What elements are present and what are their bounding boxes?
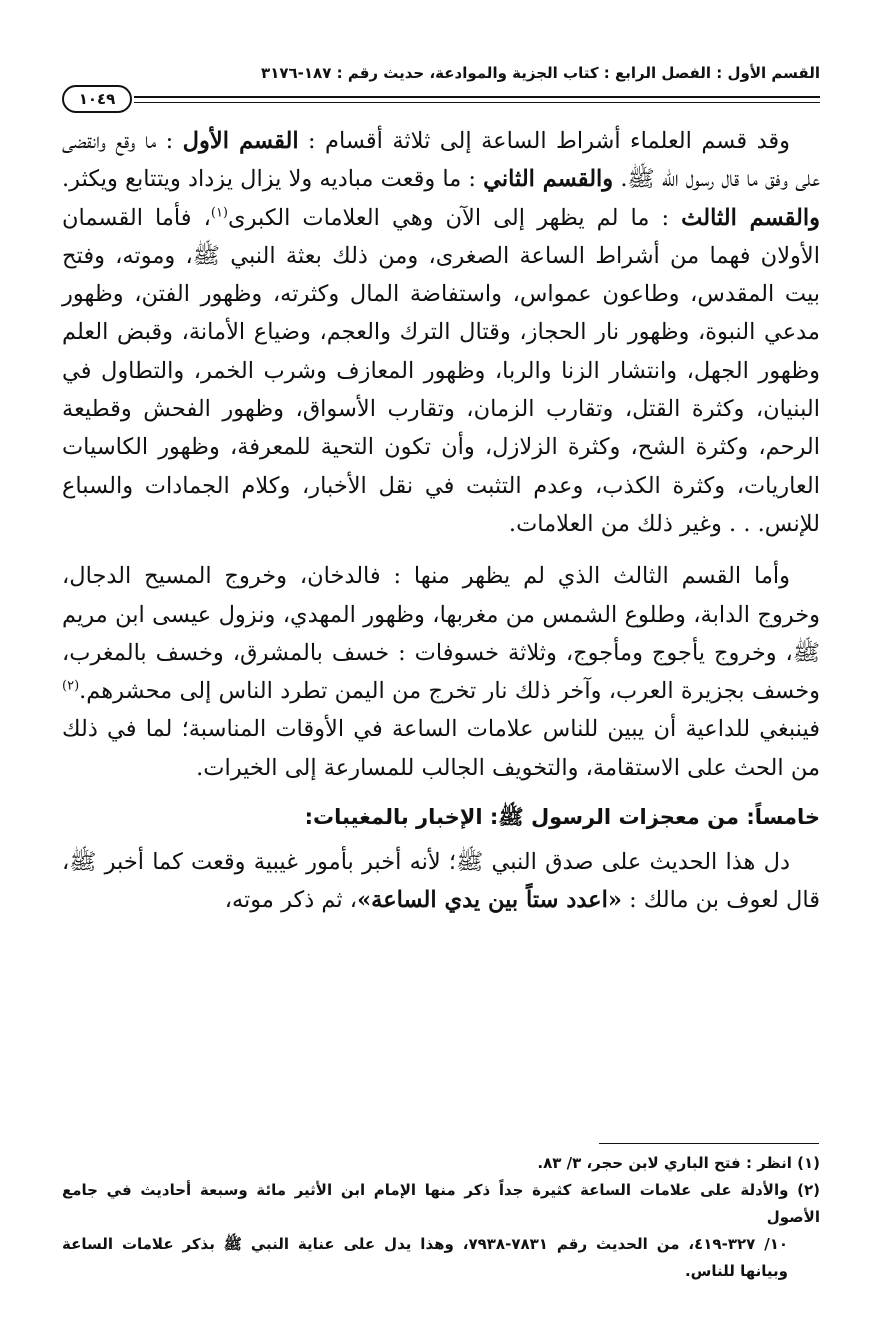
text-span: : ما وقعت مباديه ولا يزال يزداد ويتتابع ويكثر. <box>62 166 484 193</box>
section-heading: خامساً: من معجزات الرسول ﷺ: الإخبار بالمغيبات: <box>304 805 820 830</box>
text-span: ، ثم ذكر موته، <box>224 887 358 914</box>
text-span: ، فأما القسمان الأولان فهما من أشراط الساعة الصغرى، ومن ذلك بعثة النبي ﷺ، وموته، وفتح بيت المقدس، وطاعون عمواس، واستفاضة المال وكثرته، وظهور الفتن، وظهور مدعي النبوة، وظهور نار الحجاز، وقتال الترك والعجم، وضياع الأمانة، وقبض العلم وظهور الجهل، وانتشار الزنا والربا، وظهور المعازف وشرب الخمر، والتطاول في البنيان، وكثرة القتل، وتقارب الزمان، وتقارب الأسواق، وظهور الفحش وقطيعة الرحم، وكثرة الشح، وكثرة الزلازل، وأن تكون التحية للمعرفة، وظهور الكاسيات العاريات، وكثرة الكذب، وعدم التثبت في نقل الأخبار، وكلام الجمادات والسباع للإنس. . . وغير ذلك من العلامات. <box>62 204 820 537</box>
text-span: وقد قسم العلماء أشراط الساعة إلى ثلاثة أقسام : <box>298 128 790 154</box>
footnote-ref-1[interactable]: (١) <box>210 205 228 221</box>
header-rule-thin <box>134 102 820 103</box>
footnote-2-line-1: (٢) والأدلة على علامات الساعة كثيرة جداً ذكر منها الإمام ابن الأثير مائة وسبعة أحاديث في جامع الأصول <box>62 1181 820 1226</box>
paragraph-1 <box>62 122 820 543</box>
paragraph-3 <box>62 843 820 920</box>
header-rule-thick <box>134 96 820 98</box>
footnote-separator <box>599 1143 819 1144</box>
text-span: : ما وقع وانقضى على وفق ما قال رسول الله ﷺ. <box>62 128 820 193</box>
paragraph-gap <box>62 543 820 557</box>
footnote-ref-2[interactable]: (٢) <box>62 678 80 694</box>
hadith-quote: «اعدد ستاً بين يدي الساعة» <box>357 887 622 914</box>
footnotes <box>62 1150 820 1285</box>
footnote-2-continuation: ١٠/ ٣٢٧-٤١٩، من الحديث رقم ٧٨٣١-٧٩٣٨، وهذا يدل على عناية النبي ﷺ بذكر علامات الساعة وبيانها للناس. <box>62 1235 788 1280</box>
bold-term-second-part: والقسم الثاني <box>483 166 614 193</box>
text-span: : ما لم يظهر إلى الآن وهي العلامات الكبرى <box>228 204 682 231</box>
text-span: دل هذا الحديث على صدق النبي ﷺ؛ لأنه أخبر بأمور غيبية وقعت كما أخبر ﷺ، قال لعوف بن مالك : <box>62 849 820 914</box>
text-span: فينبغي للداعية أن يبين للناس علامات الساعة في الأوقات المناسبة؛ لما في ذلك من الحث على الاستقامة، والتخويف الجالب للمسارعة إلى الخيرات. <box>62 716 820 781</box>
paragraph-2 <box>62 557 820 787</box>
header-title: القسم الأول : الفصل الرابع : كتاب الجزية والموادعة، حديث رقم : ١٨٧-٣١٧٦ <box>261 64 820 82</box>
running-header <box>62 58 820 118</box>
main-text <box>62 122 820 920</box>
bold-term-first-part: القسم الأول <box>182 128 299 154</box>
footnote-1: (١) انظر : فتح الباري لابن حجر، ٣/ ٨٣. <box>537 1154 820 1172</box>
text-span: وأما القسم الثالث الذي لم يظهر منها : فالدخان، وخروج المسيح الدجال، وخروج الدابة، وطلوع الشمس من مغربها، وظهور المهدي، ونزول عيسى ابن مريم ﷺ، وخروج يأجوج ومأجوج، وثلاثة خسوفات : خسف بالمشرق، وخسف بالمغرب، وخسف بجزيرة العرب، وآخر ذلك نار تخرج من اليمن تطرد الناس إلى محشرهم. <box>62 563 820 705</box>
page-number: ١٠٤٩ <box>62 85 132 113</box>
bold-term-third-part: والقسم الثالث <box>681 204 820 231</box>
